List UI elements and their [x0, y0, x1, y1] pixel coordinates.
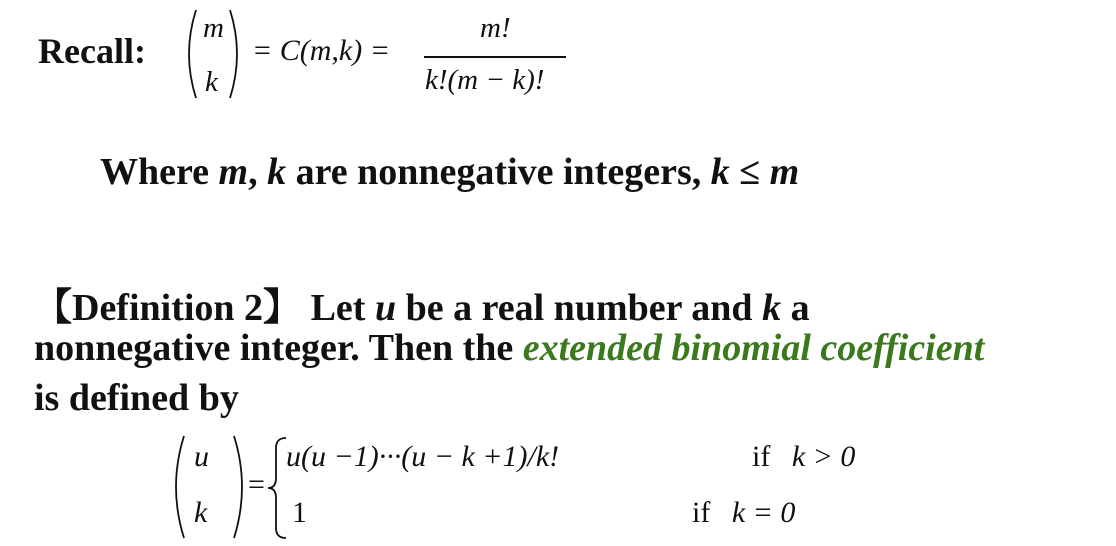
formula-case2-expression: 1: [292, 496, 307, 529]
definition-line-2: [34, 326, 984, 370]
formula-case1-condition: [752, 440, 855, 474]
definition-var-u: u: [374, 287, 397, 329]
where-middle: are nonnegative integers,: [286, 151, 711, 193]
definition-line2-a: nonnegative integer. Then the: [34, 327, 523, 369]
definition-line-1: [34, 276, 810, 331]
definition-line1-c: a: [781, 287, 810, 329]
formula-case1-if: if: [752, 440, 771, 473]
where-var-m2: m: [769, 151, 800, 193]
recall-binomial-top: m: [203, 12, 224, 44]
formula-binomial-top: u: [194, 440, 209, 473]
formula-case1-cond-expr: k > 0: [791, 440, 856, 473]
where-sep: ,: [248, 151, 268, 193]
definition-line1-a: Let: [301, 287, 375, 329]
recall-equals-c-text: = C(m,k) =: [252, 34, 390, 67]
definition-line1-b: be a real number and: [396, 287, 763, 329]
where-prefix: Where: [100, 151, 219, 193]
formula-case2-condition: [692, 496, 795, 530]
recall-fraction-denominator: k!(m − k)!: [425, 64, 545, 96]
definition-line-3: is defined by: [34, 377, 239, 419]
recall-fraction-numerator: m!: [480, 12, 511, 44]
where-var-k: k: [267, 151, 287, 193]
formula-equals: =: [248, 468, 265, 501]
formula-case2-cond-expr: k = 0: [731, 496, 796, 529]
where-var-m: m: [218, 151, 249, 193]
formula-case2-if: if: [692, 496, 711, 529]
recall-equals-c: [252, 34, 390, 68]
where-var-k2: k: [710, 151, 730, 193]
recall-label: Recall:: [38, 31, 146, 71]
formula-binomial-parens: [164, 430, 254, 544]
formula-binomial-bottom: k: [194, 496, 208, 529]
definition-heading: 【Definition 2】: [34, 287, 302, 329]
definition-term: extended binomial coefficient: [522, 327, 985, 369]
where-relation: ≤: [729, 151, 770, 193]
formula-case1-expression: u(u −1)···(u − k +1)/k!: [286, 440, 560, 473]
recall-binomial-bottom: k: [205, 66, 218, 98]
recall-fraction-bar: [424, 56, 566, 58]
definition-var-k: k: [762, 287, 782, 329]
where-statement: [100, 150, 799, 194]
